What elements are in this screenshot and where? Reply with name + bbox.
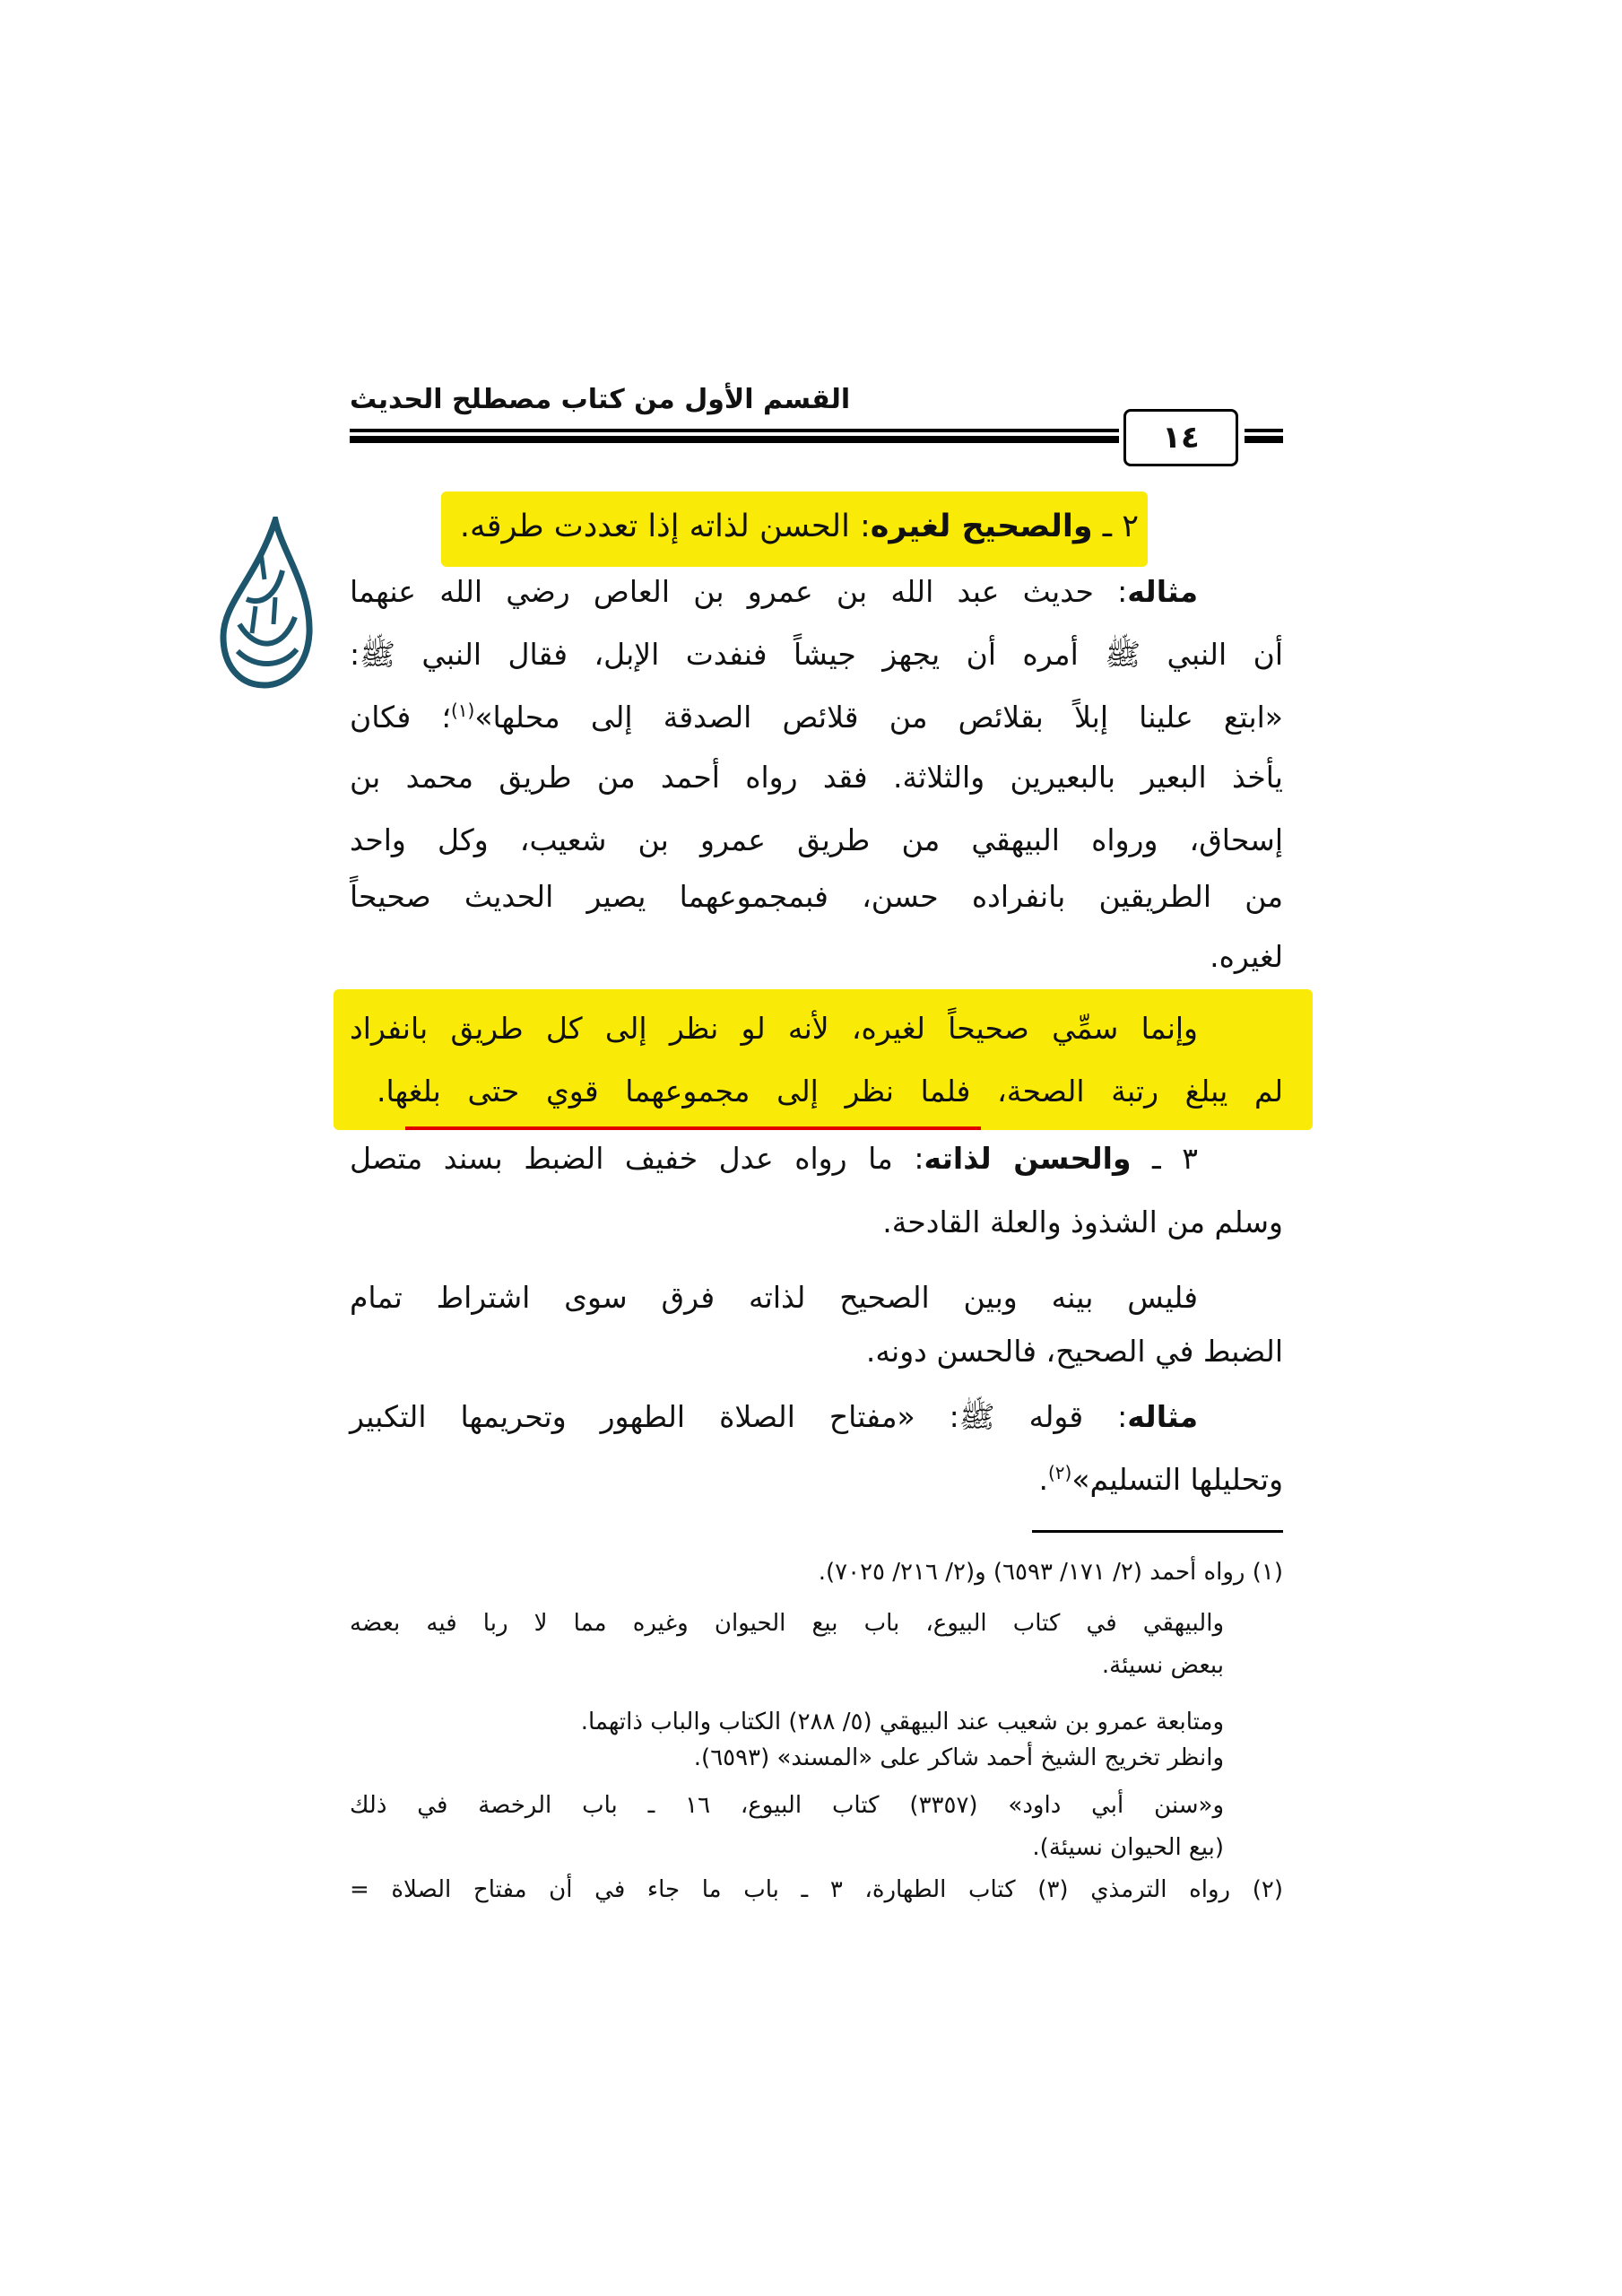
term: والصحيح لغيره bbox=[870, 509, 1093, 544]
hadith-quote: وتحليلها التسليم» bbox=[1071, 1462, 1283, 1497]
header-rule-thin bbox=[350, 436, 1119, 443]
example-line bbox=[350, 691, 1283, 744]
example-line: لغيره. bbox=[1210, 939, 1283, 974]
header-rule-thick bbox=[350, 429, 1119, 432]
example-label: مثاله bbox=[1127, 1399, 1198, 1434]
example-line: يأخذ البعير بالبعيرين والثلاثة. فقد رواه أحمد من طريق محمد بن bbox=[350, 760, 1283, 795]
note-line: وإنما سمِّي صحيحاً لغيره، لأنه لو نظر إلى كل طريق بانفراد bbox=[350, 1011, 1198, 1046]
example-text: : حديث عبد الله بن عمرو بن العاص رضي الله عنهما bbox=[350, 574, 1128, 609]
running-header-title: القسم الأول من كتاب مصطلح الحديث bbox=[350, 384, 851, 415]
definition-text: : ما رواه عدل خفيف الضبط بسند متصل bbox=[350, 1141, 924, 1176]
example-text: : قوله ﷺ: «مفتاح الصلاة الطهور وتحريمها التكبير bbox=[350, 1399, 1128, 1434]
footnote-1-line: ببعض نسيئة. bbox=[1101, 1652, 1224, 1679]
example-line bbox=[350, 1453, 1283, 1507]
example-line: أن النبي ﷺ أمره أن يجهز جيشاً فنفدت الإبل، فقال النبي ﷺ: bbox=[350, 637, 1283, 672]
example-text: ؛ فكان bbox=[350, 700, 451, 735]
red-underline bbox=[405, 1126, 981, 1130]
footnote-ref-1[interactable]: (١) bbox=[450, 700, 475, 721]
example-line bbox=[350, 565, 1198, 619]
footnote-1-line: والبيهقي في كتاب البيوع، باب بيع الحيوان وغيره مما لا ربا فيه بعضه bbox=[350, 1610, 1224, 1637]
definition-sahih-lighairihi bbox=[441, 500, 1139, 553]
paragraph-line: فليس بينه وبين الصحيح لذاته فرق سوى اشتراط تمام bbox=[350, 1280, 1198, 1315]
section-number: ٢ ـ bbox=[1092, 509, 1139, 544]
footnote-2: (٢) رواه الترمذي (٣) كتاب الطهارة، ٣ ـ باب ما جاء في أن مفتاح الصلاة = bbox=[350, 1876, 1283, 1903]
page-number: ١٤ bbox=[1123, 409, 1238, 466]
footnote-1-line: و«سنن أبي داود» (٣٣٥٧) كتاب البيوع، ١٦ ـ باب الرخصة في ذلك bbox=[350, 1792, 1224, 1819]
header-rule-right-1 bbox=[1245, 429, 1283, 432]
definition-hasan-lidhatihi bbox=[350, 1132, 1198, 1186]
footnote-1: (١) رواه أحمد (٢/ ١٧١/ ٦٥٩٣) و(٢/ ٢١٦/ ٧٠٢٥). bbox=[818, 1559, 1283, 1586]
example-line bbox=[350, 1390, 1198, 1444]
paragraph-line: الضبط في الصحيح، فالحسن دونه. bbox=[865, 1334, 1283, 1369]
footnote-1-line: (بيع الحيوان نسيئة). bbox=[1032, 1834, 1224, 1861]
example-label: مثاله bbox=[1127, 574, 1198, 609]
example-line: من الطريقين بانفراده حسن، فبمجموعهما يصير الحديث صحيحاً bbox=[350, 879, 1283, 914]
section-number: ٣ ـ bbox=[1131, 1141, 1199, 1176]
header-rule-right-2 bbox=[1245, 436, 1283, 443]
example-line: إسحاق، ورواه البيهقي من طريق عمرو بن شعيب، وكل واحد bbox=[350, 822, 1283, 857]
footnote-1-line: وانظر تخريج الشيخ أحمد شاكر على «المسند» (٦٥٩٣). bbox=[693, 1744, 1224, 1771]
footnote-1-line: ومتابعة عمرو بن شعيب عند البيهقي (٥/ ٢٨٨) الكتاب والباب ذاتهما. bbox=[580, 1709, 1224, 1735]
footnote-separator bbox=[1032, 1530, 1283, 1533]
footnote-ref-2[interactable]: (٢) bbox=[1047, 1462, 1072, 1483]
period: . bbox=[1038, 1462, 1048, 1497]
note-line: لم يبلغ رتبة الصحة، فلما نظر إلى مجموعهما قوي حتى بلغها. bbox=[377, 1074, 1283, 1109]
logo-watermark bbox=[220, 517, 313, 689]
definition-text: : الحسن لذاته إذا تعددت طرقه. bbox=[459, 509, 871, 544]
hadith-quote: «ابتع علينا إبلاً بقلائص من قلائص الصدقة إلى محلها» bbox=[474, 700, 1283, 735]
term: والحسن لذاته bbox=[924, 1141, 1132, 1176]
definition-line: وسلم من الشذوذ والعلة القادحة. bbox=[882, 1205, 1283, 1239]
